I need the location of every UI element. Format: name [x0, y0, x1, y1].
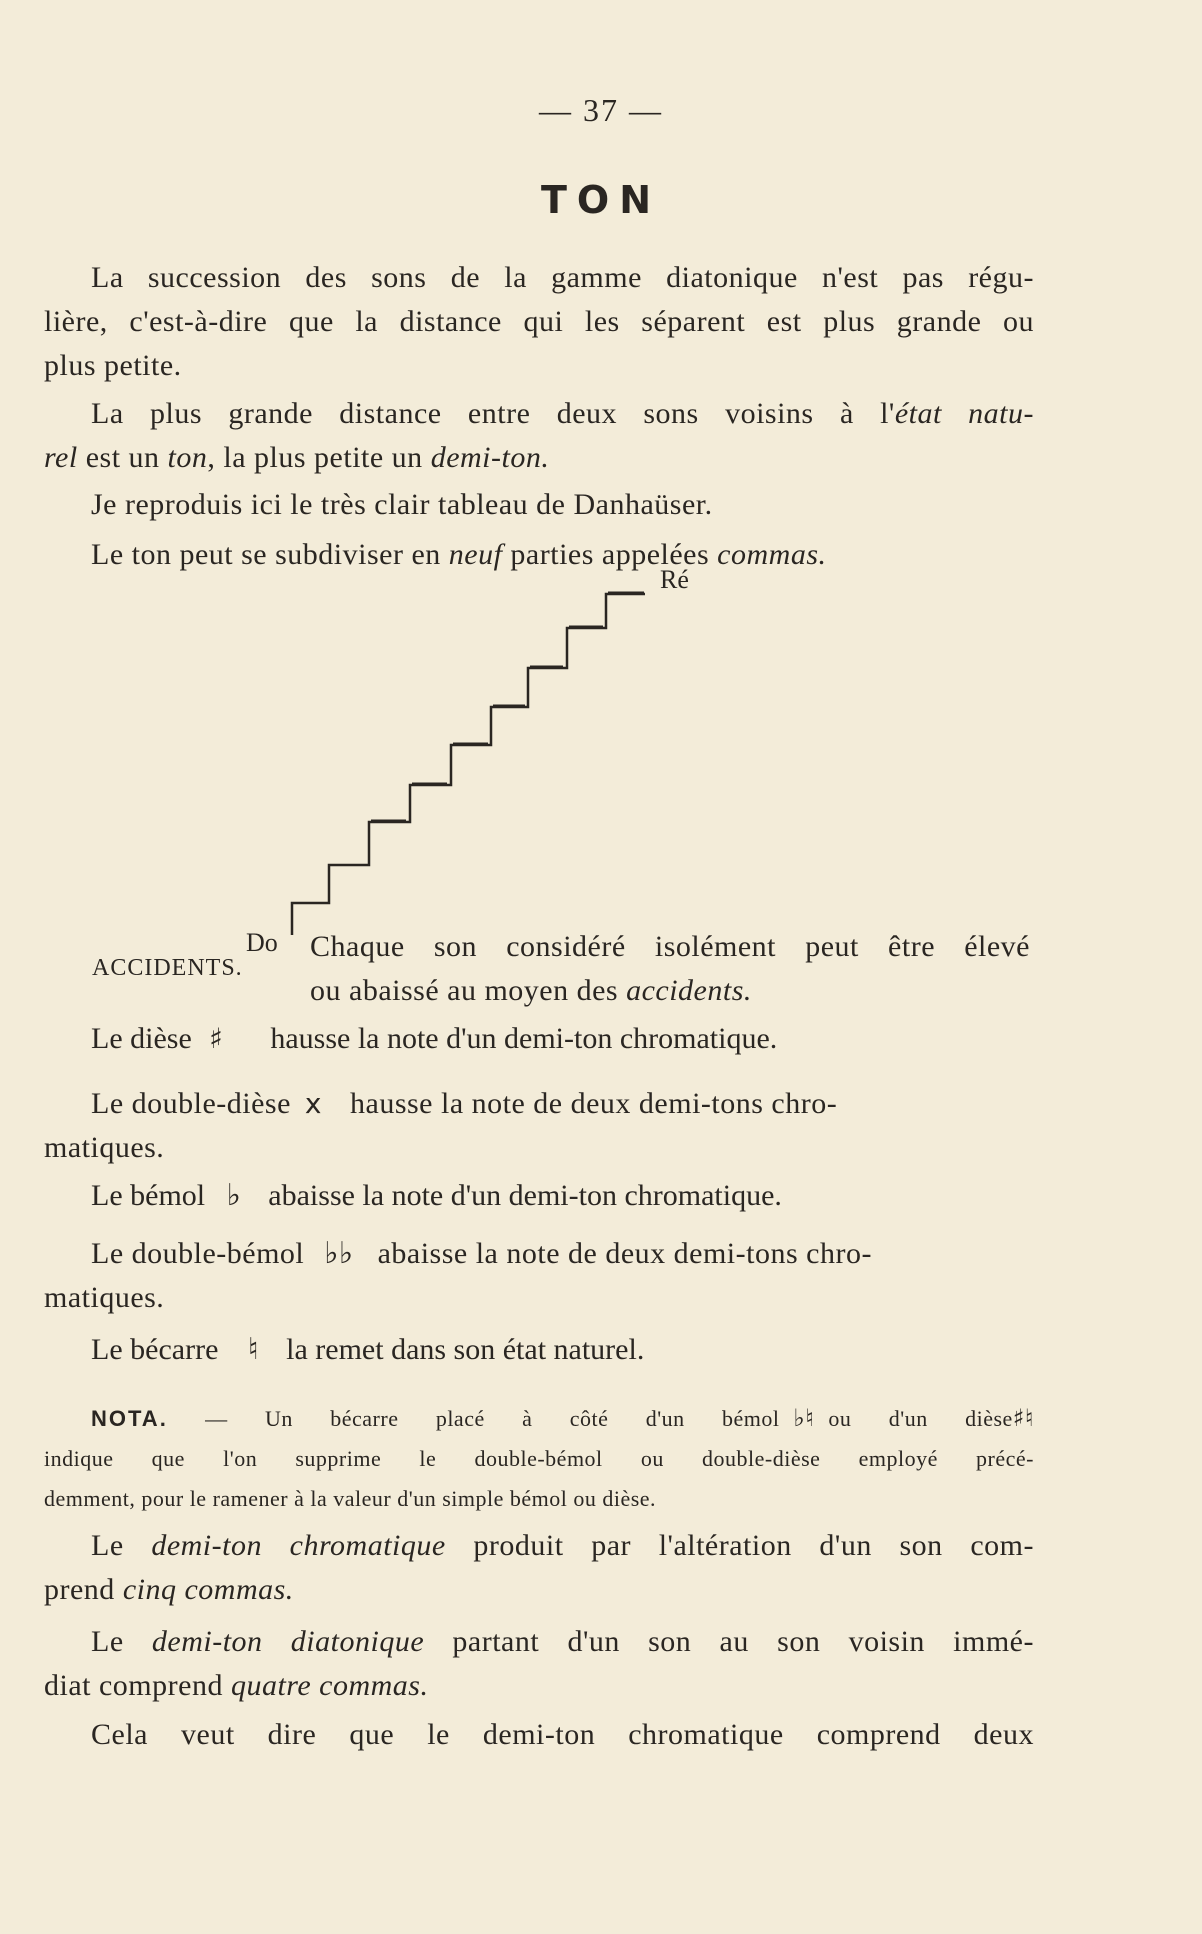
diese-row	[91, 1022, 777, 1056]
italic-text: commas.	[717, 538, 827, 571]
italic-text: neuf	[448, 538, 503, 571]
text: Le ton peut se subdiviser en	[91, 538, 449, 571]
staircase-line	[292, 594, 645, 935]
text: Le	[91, 1529, 152, 1562]
text-line: plus petite.	[44, 349, 182, 382]
text: , la plus petite un	[207, 441, 431, 474]
text: La plus grande distance entre deux sons voisins à l'	[91, 397, 895, 430]
text: abaisse la note d'un demi-ton chromatique.	[268, 1179, 782, 1212]
text: Le double-dièse	[91, 1087, 291, 1120]
text: — Un bécarre placé à côté d'un bémol	[167, 1406, 780, 1431]
text: partant d'un son au son voisin immé-	[424, 1625, 1034, 1658]
text-line	[44, 1232, 1034, 1276]
text: est un	[77, 441, 168, 474]
italic-text: ton	[167, 441, 208, 474]
text: hausse la note d'un demi-ton chromatique.	[270, 1022, 778, 1055]
text: la remet dans son état naturel.	[286, 1333, 645, 1366]
text: parties appelées	[502, 538, 718, 571]
paragraph-diatonique	[44, 1620, 1034, 1708]
italic-text: demi-ton.	[430, 441, 550, 474]
text: ou abaissé au moyen des	[310, 974, 627, 1007]
text-line: La succession des sons de la gamme diatonique n'est pas régu-	[91, 261, 1034, 294]
accidents-heading: ACCIDENTS.	[92, 955, 243, 981]
staircase-steps	[292, 594, 645, 935]
flat-icon: ♭	[226, 1178, 241, 1213]
double-bemol-row	[44, 1232, 1034, 1320]
italic-text: accidents.	[626, 974, 752, 1007]
page-number: — 37 —	[539, 92, 663, 128]
text: prend	[44, 1573, 123, 1606]
text-line: indique que l'on supprime le double-bémol ou double-dièse employé précé-	[44, 1446, 1034, 1471]
text-line	[44, 1524, 1034, 1568]
flat-natural-icon: ♭♮	[793, 1404, 815, 1432]
italic-text: demi-ton diatonique	[151, 1625, 425, 1658]
nota-label: NOTA.	[91, 1406, 168, 1431]
nota-block	[44, 1398, 1034, 1519]
text-line: lière, c'est-à-dire que la distance qui les séparent est plus grande ou	[44, 305, 1034, 338]
double-flat-icon: ♭♭	[324, 1236, 354, 1271]
text-line: matiques.	[44, 1281, 165, 1314]
natural-icon: ♮	[247, 1332, 259, 1367]
text-line: matiques.	[44, 1131, 165, 1164]
text: Le bémol	[91, 1179, 206, 1212]
text: Le dièse	[91, 1022, 192, 1055]
text-line	[310, 969, 1030, 1013]
bemol-row	[91, 1178, 782, 1213]
text: ou d'un dièse	[828, 1406, 1013, 1431]
text: hausse la note de deux demi-tons chro-	[350, 1087, 838, 1120]
label-re: Ré	[660, 565, 689, 594]
double-sharp-icon: x	[304, 1087, 322, 1120]
text: Le double-bémol	[91, 1237, 305, 1270]
italic-text: demi-ton chromatique	[151, 1529, 446, 1562]
text-line: Chaque son considéré isolément peut être élevé	[310, 930, 1030, 963]
text-line	[44, 1664, 1034, 1708]
text-line: Cela veut dire que le demi-ton chromatique comprend deux	[91, 1718, 1034, 1751]
text: abaisse la note de deux demi-tons chro-	[377, 1237, 872, 1270]
text-line	[44, 1082, 1034, 1126]
paragraph-accidents	[310, 925, 1030, 1013]
italic-text: quatre commas.	[230, 1669, 429, 1702]
section-title: TON	[540, 178, 662, 222]
italic-text: état natu-	[894, 397, 1034, 430]
text: produit par l'altération d'un son com-	[445, 1529, 1035, 1562]
text-line: Je reproduis ici le très clair tableau de Danhaüser.	[91, 488, 713, 521]
text: diat comprend	[44, 1669, 231, 1702]
double-diese-row	[44, 1082, 1034, 1170]
text-line	[44, 1568, 1034, 1612]
becarre-row	[91, 1332, 644, 1367]
text: Le	[91, 1625, 152, 1658]
label-do: Do	[246, 928, 278, 957]
italic-text: rel	[44, 441, 78, 474]
paragraph-chromatique	[44, 1524, 1034, 1612]
text-line	[44, 1620, 1034, 1664]
italic-text: cinq commas.	[122, 1573, 294, 1606]
sharp-icon: ♯	[209, 1022, 223, 1055]
text-line	[44, 1398, 1034, 1439]
text: Le bécarre	[91, 1333, 219, 1366]
sharp-natural-icon: ♯♮	[1012, 1404, 1034, 1432]
paragraph-cela	[44, 1713, 1034, 1757]
text-line: demment, pour le ramener à la valeur d'un simple bémol ou dièse.	[44, 1486, 657, 1511]
